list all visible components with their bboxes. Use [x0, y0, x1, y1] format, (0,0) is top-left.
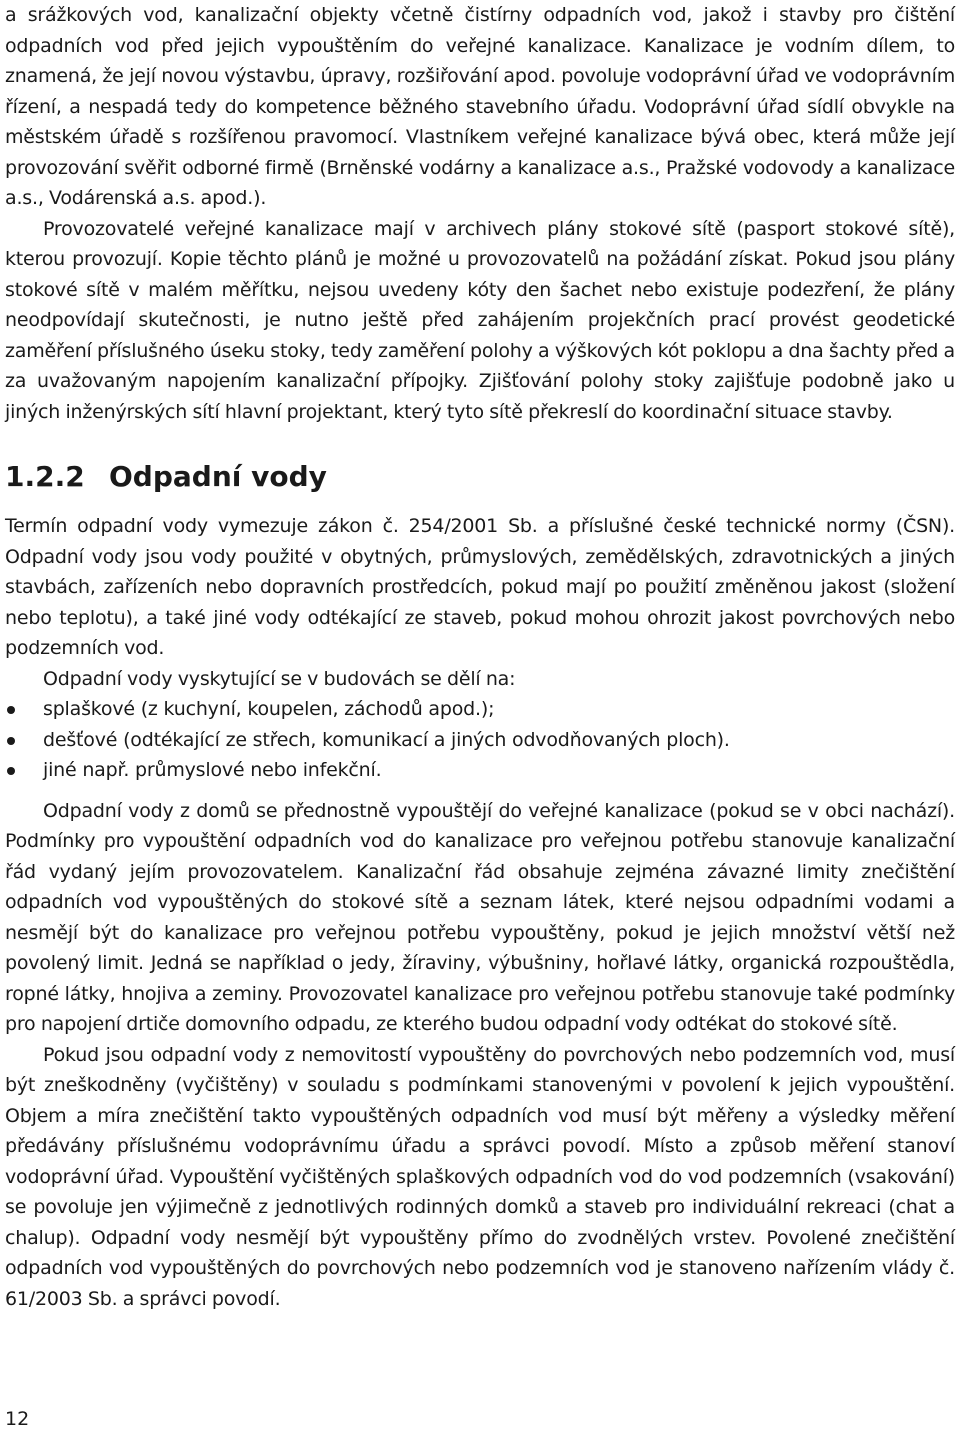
- paragraph-wastewater-types-intro: Odpadní vody vyskytující se v budovách se dělí na:: [43, 667, 516, 690]
- list-item: dešťové (odtékající ze střech, komunikací a jiných odvodňovaných ploch).: [5, 725, 955, 756]
- section-title: Odpadní vody: [109, 460, 327, 493]
- wastewater-types-list: [5, 694, 955, 786]
- list-item: jiné např. průmyslové nebo infekční.: [5, 755, 955, 786]
- section-heading: [5, 455, 955, 499]
- page-number: 12: [5, 1408, 30, 1430]
- paragraph-sewer-discharge: Odpadní vody z domů se přednostně vypouštějí do veřejné kanalizace (pokud se v obci nachází). Podmínky pro vypouštění odpadních vod do kanalizace pro veřejnou potřebu stanovuje kanalizační řád vydaný jejím provozovatelem. Kanalizační řád obsahuje zejména závazné limity znečištění odpadních vod vypouštěných do stokové sítě a seznam látek, které nejsou odpadními vodami a nesmějí být do kanalizace pro veřejnou potřebu vypouštěny, pokud je jejich množství větší než povolený limit. Jedná se například o jedy, žíraviny, výbušniny, hořlavé látky, organická rozpouštědla, ropné látky, hnojiva a zeminy. Provozovatel kanalizace pro veřejnou potřebu stanovuje také podmínky pro napojení drtiče domovního odpadu, ze kterého budou odpadní vody odtékat do stokové sítě.: [5, 799, 955, 1035]
- section-number: 1.2.2: [5, 460, 85, 493]
- paragraph-surface-discharge: Pokud jsou odpadní vody z nemovitostí vypouštěny do povrchových nebo podzemních vod, musí být zneškodněny (vyčištěny) v souladu s podmínkami stanovenými v povolení k jejich vypouštění. Objem a míra znečištění takto vypouštěných odpadních vod musí být měřeny a výsledky měření předávány příslušnému vodoprávnímu úřadu a správci povodí. Místo a způsob měření stanoví vodoprávní úřad. Vypouštění vyčištěných splaškových odpadních vod do vod podzemních (vsakování) se povoluje jen výjimečně z jednotlivých rodinných domků a staveb pro individuální rekreaci (chat a chalup). Odpadní vody nesmějí být vypouštěny přímo do zvodnělých vrstev. Povolené znečištění odpadních vod vypouštěných do povrchových nebo podzemních vod je stanoveno nařízením vlády č. 61/2003 Sb. a správci povodí.: [5, 1043, 955, 1310]
- list-item: splaškové (z kuchyní, koupelen, záchodů apod.);: [5, 694, 955, 725]
- paragraph-sewer-system: a srážkových vod, kanalizační objekty včetně čistírny odpadních vod, jakož i stavby pro čištění odpadních vod před jejich vypouštěním do veřejné kanalizace. Kanalizace je vodním dílem, to znamená, že její novou výstavbu, úpravy, rozšiřování apod. povoluje vodoprávní úřad ve vodoprávním řízení, a nespadá tedy do kompetence běžného stavebního úřadu. Vodoprávní úřad sídlí obvykle na městském úřadě s rozšířenou pravomocí. Vlastníkem veřejné kanalizace bývá obec, která může její provozování svěřit odborné firmě (Brněnské vodárny a kanalizace a.s., Pražské vodovody a kanalizace a.s., Vodárenská a.s. apod.).: [5, 4, 955, 209]
- document-page: [5, 0, 955, 1314]
- paragraph-sewer-plans: Provozovatelé veřejné kanalizace mají v archivech plány stokové sítě (pasport stokové sítě), kterou provozují. Kopie těchto plánů je možné u provozovatelů na požádání získat. Pokud jsou plány stokové sítě v malém měřítku, nejsou uvedeny kóty den šachet nebo existuje podezření, že plány neodpovídají skutečnosti, je nutno ještě před zahájením projekčních prací provést geodetické zaměření příslušného úseku stoky, tedy zaměření polohy a výškových kót poklopu a dna šachty před a za uvažovaným napojením kanalizační přípojky. Zjišťování polohy stoky zajišťuje podobně jako u jiných inženýrských sítí hlavní projektant, který tyto sítě překreslí do koordinační situace stavby.: [5, 217, 955, 423]
- paragraph-wastewater-definition: Termín odpadní vody vymezuje zákon č. 254/2001 Sb. a příslušné české technické normy (ČSN). Odpadní vody jsou vody použité v obytných, průmyslových, zemědělských, zdravotnických a jiných stavbách, zařízeních nebo dopravních prostředcích, pokud mají po použití změněnou jakost (složení nebo teplotu), a také jiné vody odtékající ze staveb, pokud mohou ohrozit jakost povrchových nebo podzemních vod.: [5, 515, 955, 659]
